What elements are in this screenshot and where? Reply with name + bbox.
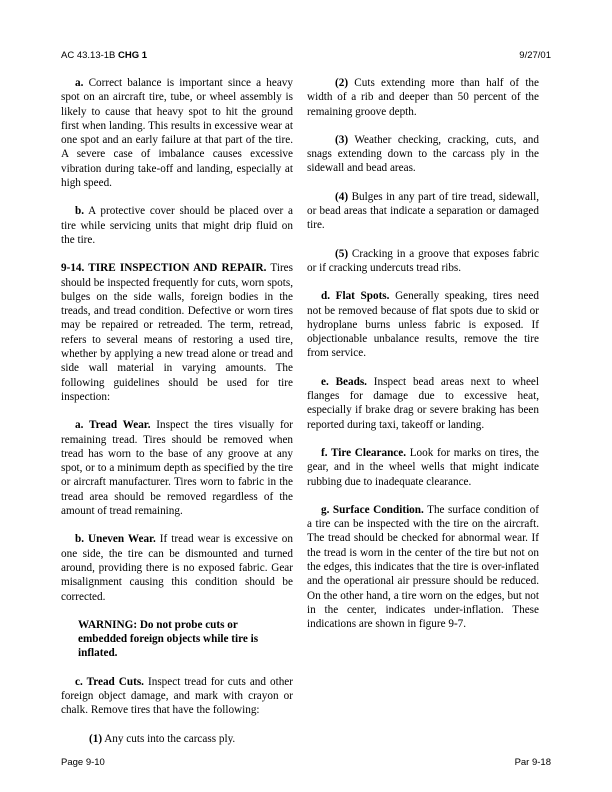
para-tire-clearance: f. Tire Clearance. Look for marks on tires, the gear, and in the wheel wells that might indicate rubbing due to inadequate clearance.: [307, 446, 539, 488]
list-item-5: (5) Cracking in a groove that exposes fabric or if cracking undercuts tread ribs.: [307, 247, 539, 274]
para-tread-cuts: c. Tread Cuts. Inspect tread for cuts and other foreign object damage, and mark with crayon or chalk. Remove tires that have the following:: [61, 675, 293, 717]
section-heading: 9-14. TIRE INSPECTION AND REPAIR.: [61, 262, 267, 275]
list-item-3: (3) Weather checking, cracking, cuts, and snags extending down to the carcass ply in the sidewall and bead areas.: [307, 133, 539, 175]
change-number: CHG 1: [118, 50, 148, 61]
list-item-1: (1) Any cuts into the carcass ply.: [89, 732, 236, 745]
page-footer: [61, 757, 551, 768]
list-item-4: (4) Bulges in any part of tire tread, sidewall, or bead areas that indicate a separation or damaged tire.: [307, 190, 539, 232]
page-number: Page 9-10: [61, 757, 105, 768]
paragraph-reference: Par 9-18: [514, 757, 551, 768]
page-header: [61, 50, 551, 61]
right-column: [307, 76, 539, 632]
warning-note: WARNING: Do not probe cuts or embedded foreign objects while tire is inflated.: [78, 618, 259, 660]
para-tread-wear: a. Tread Wear. Inspect the tires visually for remaining tread. Tires should be removed when tread has worn to the base of any groove at any spot, or to a minimum depth as specified by the tire or aircraft manufacturer. Tires worn to fabric in the tread area should be removed regardless of the amount of tread remaining.: [61, 419, 293, 518]
para-balance: a. Correct balance is important since a heavy spot on an aircraft tire, tube, or wheel assembly is likely to cause that heavy spot to hit the ground first when landing. This results in excessive wear at one spot and an early failure at that part of the tire. A severe case of imbalance causes excessive vibration during take-off and landing, especially at high speed.: [61, 77, 293, 190]
para-uneven-wear: b. Uneven Wear. If tread wear is excessive on one side, the tire can be dismounted and turned around, providing there is no exposed fabric. Gear misalignment causing this condition should be corrected.: [61, 533, 293, 603]
doc-id: AC 43.13-1B CHG 1: [61, 50, 148, 61]
para-flat-spots: d. Flat Spots. Generally speaking, tires need not be removed because of flat spots due to skid or hydroplane burns unless fabric is exposed. If objectionable unbalance results, remove the tire from service.: [307, 290, 539, 360]
list-item-2: (2) Cuts extending more than half of the width of a rib and deeper than 50 percent of the remaining groove depth.: [307, 77, 539, 118]
section-tire-inspection: 9-14. TIRE INSPECTION AND REPAIR. Tires should be inspected frequently for cuts, worn spots, bulges on the side walls, foreign bodies in the treads, and tread condition. Defective or worn tires may be repaired or retreaded. The term, retread, refers to several means of restoring a used tire, whether by applying a new tread alone or tread and side wall material in varying amounts. The following guidelines should be used for tire inspection:: [61, 262, 293, 403]
para-beads: e. Beads. Inspect bead areas next to wheel flanges for damage due to excessive heat, especially if brake drag or severe braking has been reported during taxi, takeoff or landing.: [307, 375, 540, 431]
para-surface-condition: g. Surface Condition. The surface condition of a tire can be inspected with the tire on the aircraft. The tread should be checked for abnormal wear. If the tread is worn in the center of the tire but not on the edges, this indicates that the tire is over-inflated and the operational air pressure should be reduced. On the other hand, a tire worn on the edges, but not in the center, indicates under-inflation. These indications are shown in figure 9-7.: [307, 503, 539, 631]
doc-date: 9/27/01: [519, 50, 551, 61]
para-protective-cover: b. A protective cover should be placed over a tire while servicing units that might drip fluid on the tire.: [61, 205, 293, 246]
left-column: [61, 76, 293, 746]
